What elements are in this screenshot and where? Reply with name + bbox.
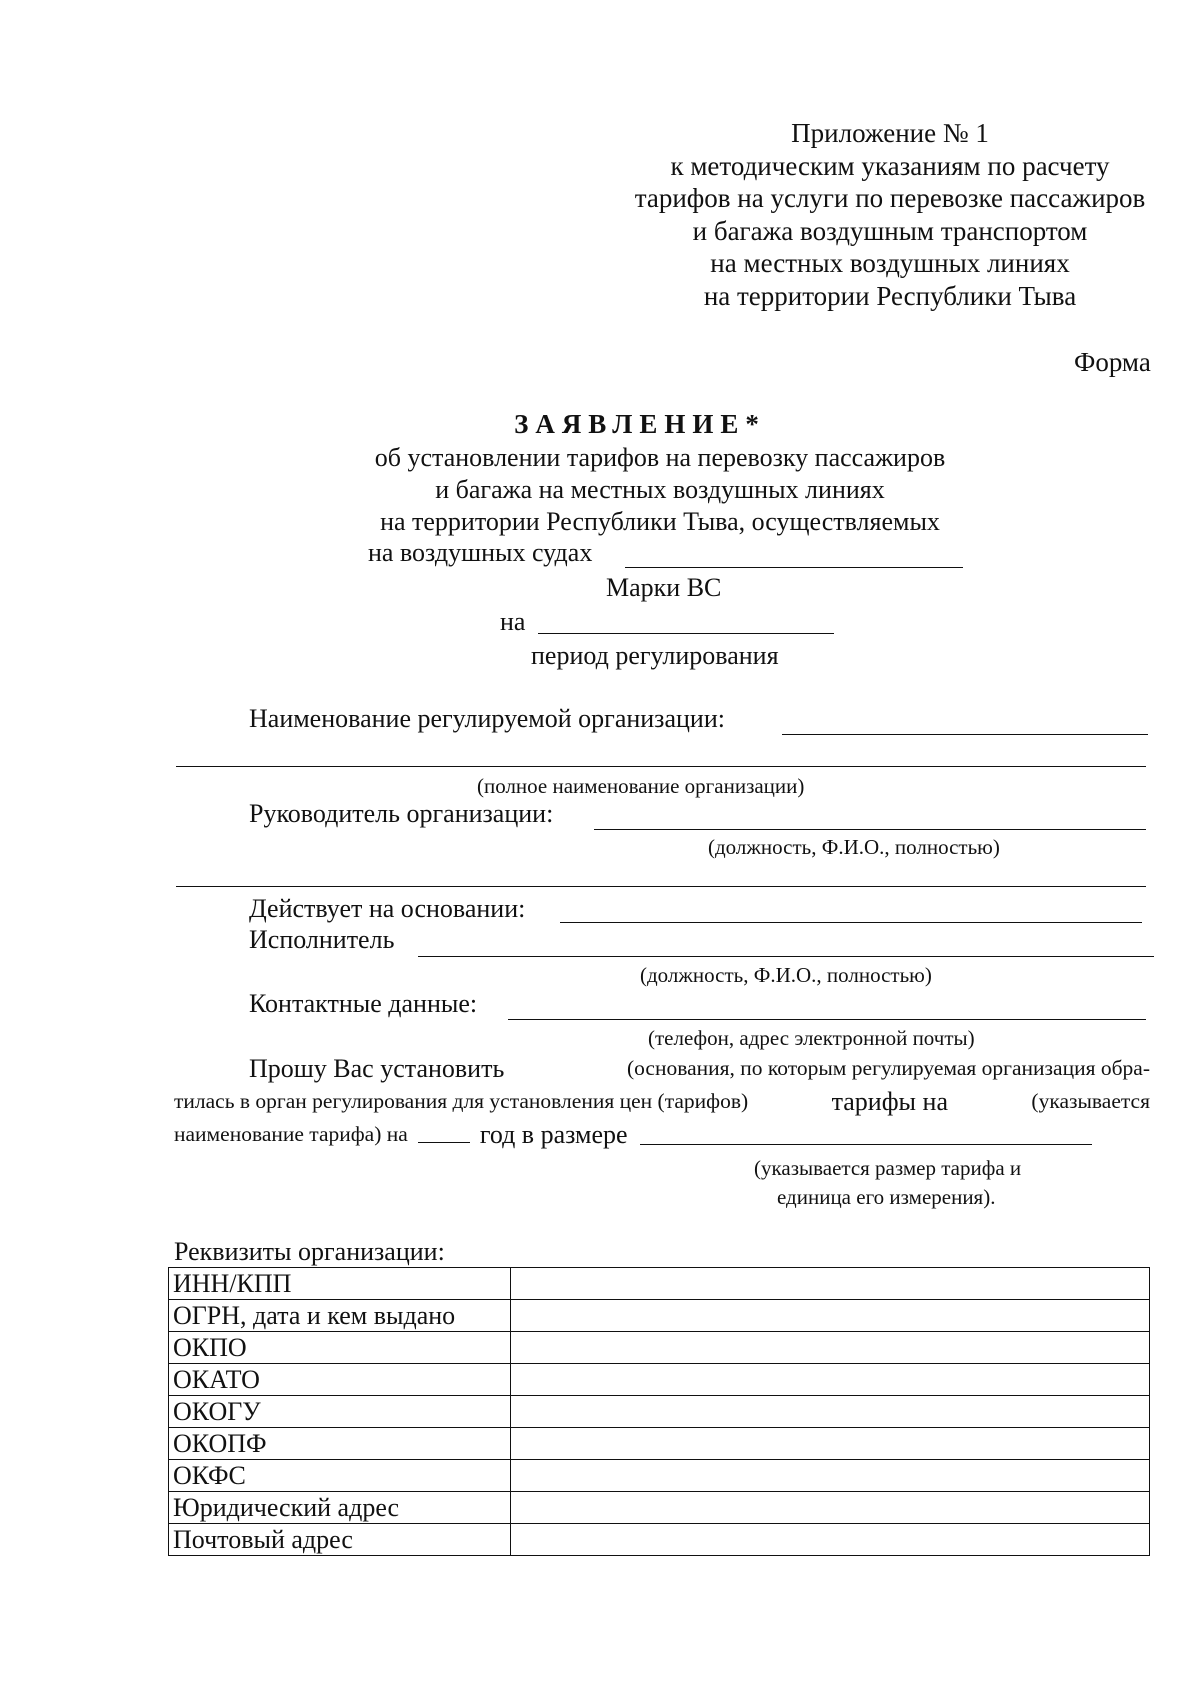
requisite-value-cell[interactable] xyxy=(511,1524,1150,1556)
requisite-label: ИНН/КПП xyxy=(169,1268,511,1300)
requisite-value-cell[interactable] xyxy=(511,1332,1150,1364)
request-paragraph xyxy=(174,1052,1150,1151)
request-text: наименование тарифа) на xyxy=(174,1122,408,1146)
head-field-line-2[interactable] xyxy=(176,886,1146,887)
contacts-label: Контактные данные: xyxy=(249,989,478,1018)
request-text: (основания, по которым регулируемая организация обра- xyxy=(626,1056,1150,1080)
contacts-field[interactable] xyxy=(508,1019,1146,1020)
requisite-label: ОКАТО xyxy=(169,1364,511,1396)
request-text: тарифы на xyxy=(831,1087,948,1116)
table-row xyxy=(169,1524,1150,1556)
appendix-line: к методическим указаниям по расчету xyxy=(670,150,1110,181)
period-hint: период регулирования xyxy=(531,641,779,670)
basis-label: Действует на основании: xyxy=(249,894,526,923)
subtitle-line: на территории Республики Тыва, осуществляемых xyxy=(380,507,940,536)
form-label: Форма xyxy=(1074,347,1151,377)
executor-field[interactable] xyxy=(418,956,1154,957)
org-name-field-line-2[interactable] xyxy=(176,766,1146,767)
aircraft-prefix: на воздушных судах xyxy=(368,538,593,567)
requisite-label: ОГРН, дата и кем выдано xyxy=(169,1300,511,1332)
table-row xyxy=(169,1364,1150,1396)
requisites-table xyxy=(168,1267,1150,1556)
requisite-label: Юридический адрес xyxy=(169,1492,511,1524)
appendix-line: на местных воздушных линиях xyxy=(710,248,1070,278)
subtitle-line: и багажа на местных воздушных линиях xyxy=(435,475,885,504)
requisites-title: Реквизиты организации: xyxy=(174,1237,445,1266)
executor-hint: (должность, Ф.И.О., полностью) xyxy=(640,963,932,987)
table-row xyxy=(169,1332,1150,1364)
basis-field[interactable] xyxy=(560,922,1142,923)
aircraft-brand-field[interactable] xyxy=(625,567,963,568)
request-text: (указывается xyxy=(1031,1089,1150,1113)
requisite-label: ОКОГУ xyxy=(169,1396,511,1428)
requisite-label: ОКПО xyxy=(169,1332,511,1364)
requisite-label: Почтовый адрес xyxy=(169,1524,511,1556)
requisite-label: ОКФС xyxy=(169,1460,511,1492)
period-field[interactable] xyxy=(538,633,834,634)
requisite-value-cell[interactable] xyxy=(511,1268,1150,1300)
subtitle-line: об установлении тарифов на перевозку пассажиров xyxy=(374,443,946,472)
contacts-hint: (телефон, адрес электронной почты) xyxy=(648,1026,975,1050)
org-name-label: Наименование регулируемой организации: xyxy=(249,704,725,733)
table-row xyxy=(169,1492,1150,1524)
head-field[interactable] xyxy=(594,829,1146,830)
requisite-value-cell[interactable] xyxy=(511,1460,1150,1492)
requisite-value-cell[interactable] xyxy=(511,1300,1150,1332)
appendix-line: Приложение № 1 xyxy=(791,118,989,148)
request-text: Прошу Вас установить xyxy=(249,1054,505,1083)
requisite-value-cell[interactable] xyxy=(511,1492,1150,1524)
table-row xyxy=(169,1300,1150,1332)
requisite-label: ОКОПФ xyxy=(169,1428,511,1460)
table-row xyxy=(169,1396,1150,1428)
document-title: ЗАЯВЛЕНИЕ* xyxy=(514,409,766,439)
appendix-header xyxy=(600,117,1180,312)
requisite-value-cell[interactable] xyxy=(511,1396,1150,1428)
period-prefix: на xyxy=(500,607,526,636)
table-row xyxy=(169,1460,1150,1492)
executor-label: Исполнитель xyxy=(249,925,395,954)
tariff-hint: единица его измерения). xyxy=(777,1185,996,1209)
tariff-size-field[interactable] xyxy=(640,1118,1092,1145)
org-name-field[interactable] xyxy=(782,734,1148,735)
aircraft-hint: Марки ВС xyxy=(606,573,722,602)
head-hint: (должность, Ф.И.О., полностью) xyxy=(708,835,1000,859)
requisite-value-cell[interactable] xyxy=(511,1364,1150,1396)
requisite-value-cell[interactable] xyxy=(511,1428,1150,1460)
year-field[interactable] xyxy=(418,1118,470,1143)
table-row xyxy=(169,1268,1150,1300)
org-name-hint: (полное наименование организации) xyxy=(477,774,805,798)
appendix-line: на территории Республики Тыва xyxy=(703,280,1077,311)
request-text: тилась в орган регулирования для установления цен (тарифов) xyxy=(174,1089,749,1113)
appendix-line: тарифов на услуги по перевозке пассажиров xyxy=(634,183,1146,213)
head-label: Руководитель организации: xyxy=(249,799,554,828)
document-subtitle xyxy=(330,442,990,538)
tariff-hint: (указывается размер тарифа и xyxy=(754,1156,1022,1180)
request-text: год в размере xyxy=(479,1120,628,1149)
table-row xyxy=(169,1428,1150,1460)
appendix-line: и багажа воздушным транспортом xyxy=(692,215,1088,246)
